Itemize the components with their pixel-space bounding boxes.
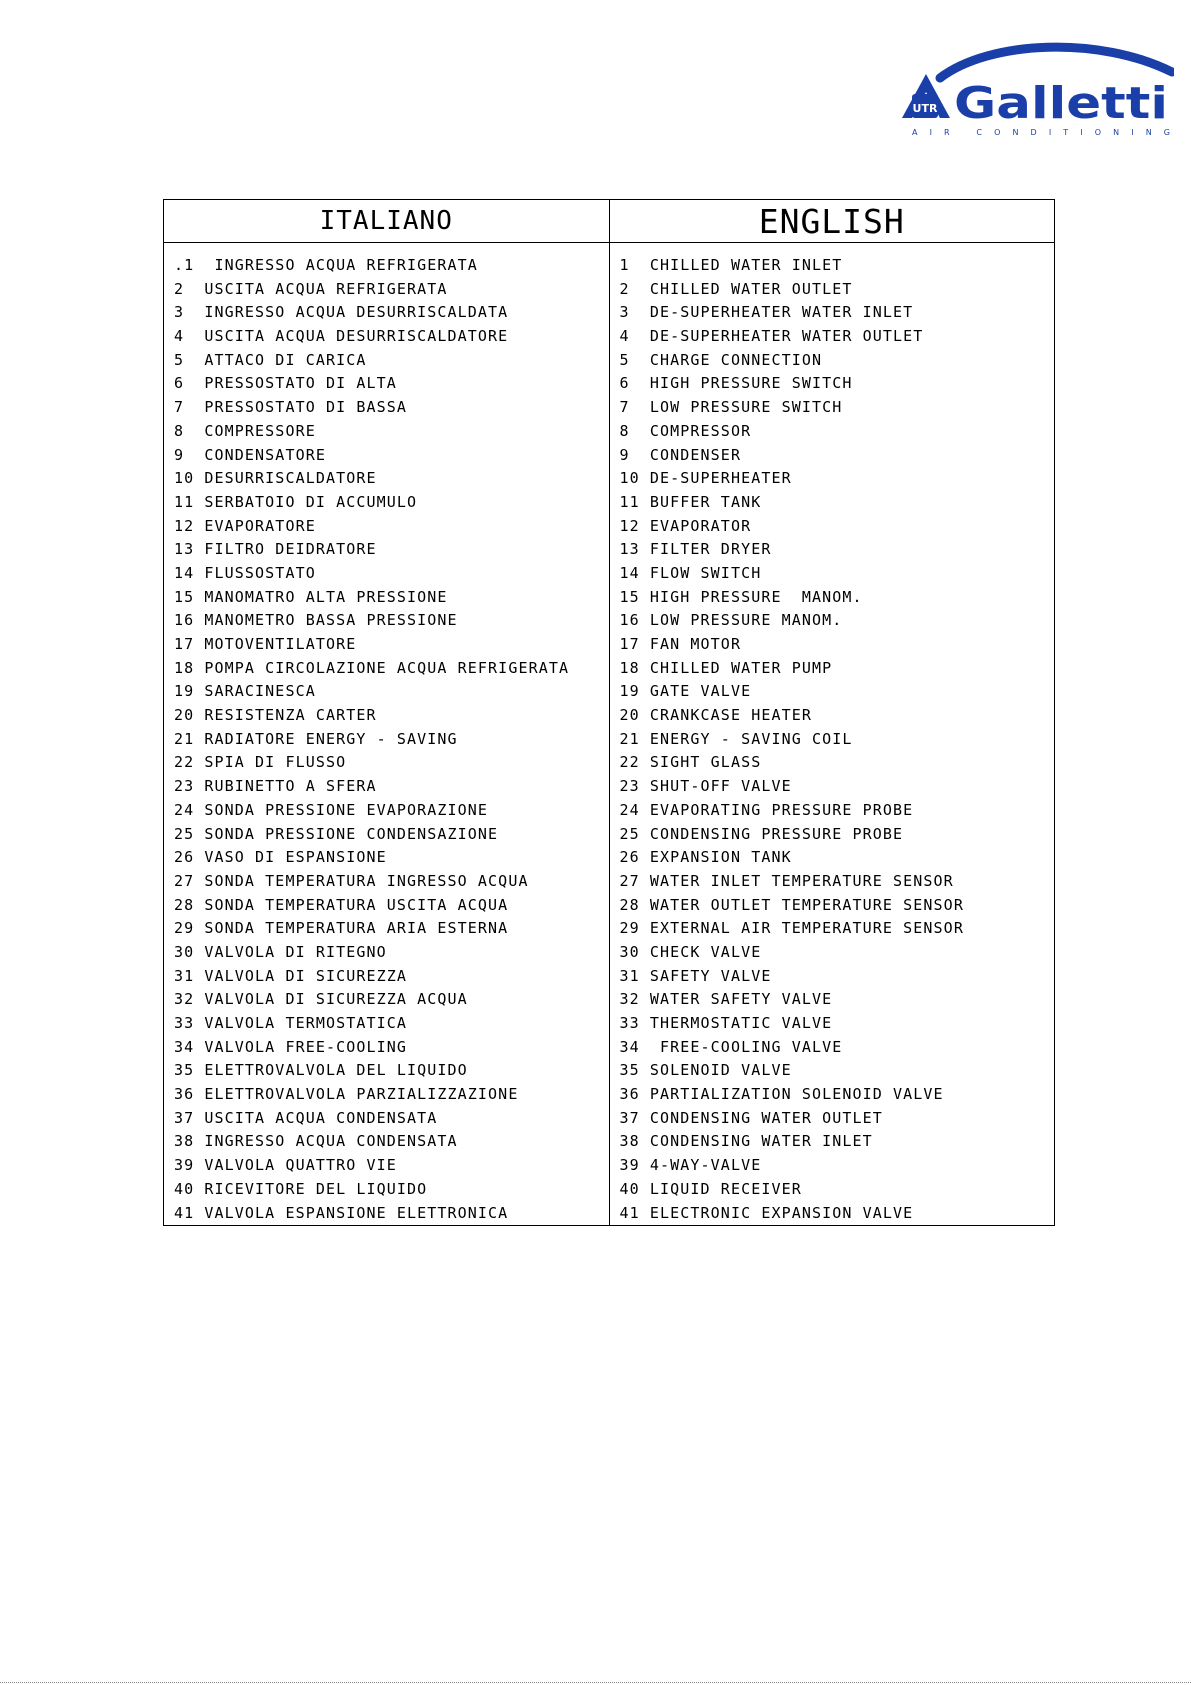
list-item: 27 WATER INLET TEMPERATURE SENSOR	[619, 871, 954, 890]
english-component-list	[609, 243, 1055, 1226]
list-item: 31 VALVOLA DI SICUREZZA	[174, 966, 408, 985]
list-item: 18 POMPA CIRCOLAZIONE ACQUA REFRIGERATA	[174, 658, 570, 677]
list-item: 33 VALVOLA TERMOSTATICA	[174, 1014, 408, 1032]
list-item: 24 SONDA PRESSIONE EVAPORAZIONE	[174, 800, 489, 819]
list-item: 11 SERBATOIO DI ACCUMULO	[174, 492, 418, 511]
list-item: 14 FLOW SWITCH	[619, 563, 762, 582]
list-item: 9 CONDENSATORE	[174, 445, 326, 464]
list-item: 12 EVAPORATORE	[174, 516, 316, 535]
galletti-logo	[900, 38, 1174, 138]
list-item: 31 SAFETY VALVE	[619, 966, 772, 985]
list-item: 36 PARTIALIZATION SOLENOID VALVE	[619, 1085, 944, 1104]
list-item: 21 ENERGY - SAVING COIL	[619, 729, 853, 748]
list-item: 1 CHILLED WATER INLET	[619, 256, 843, 274]
list-item: 28 SONDA TEMPERATURA USCITA ACQUA	[174, 895, 509, 914]
list-item: 32 VALVOLA DI SICUREZZA ACQUA	[174, 990, 468, 1009]
list-item: 15 MANOMATRO ALTA PRESSIONE	[174, 587, 448, 606]
list-item: 25 CONDENSING PRESSURE PROBE	[619, 824, 904, 843]
list-item: 39 VALVOLA QUATTRO VIE	[174, 1156, 397, 1175]
list-item: 36 ELETTROVALVOLA PARZIALIZZAZIONE	[174, 1085, 519, 1104]
list-item: 3 INGRESSO ACQUA DESURRISCALDATA	[174, 303, 509, 322]
list-item: 22 SPIA DI FLUSSO	[174, 753, 347, 772]
list-item: 8 COMPRESSORE	[174, 421, 316, 440]
list-item: 10 DE-SUPERHEATER	[619, 469, 792, 488]
list-item: 26 EXPANSION TANK	[619, 848, 792, 867]
list-item: 27 SONDA TEMPERATURA INGRESSO ACQUA	[174, 871, 529, 890]
list-item: 6 PRESSOSTATO DI ALTA	[174, 374, 397, 393]
list-item: 41 ELECTRONIC EXPANSION VALVE	[619, 1203, 914, 1222]
footer-divider	[0, 1682, 1191, 1683]
list-item: 5 CHARGE CONNECTION	[619, 350, 823, 369]
list-item: 25 SONDA PRESSIONE CONDENSAZIONE	[174, 824, 499, 843]
list-item: 14 FLUSSOSTATO	[174, 563, 316, 582]
list-item: 13 FILTRO DEIDRATORE	[174, 540, 377, 559]
list-item: 32 WATER SAFETY VALVE	[619, 990, 833, 1009]
italian-component-list	[164, 243, 610, 1226]
logo-emblem: UTR	[912, 102, 938, 115]
list-item: 19 GATE VALVE	[619, 682, 752, 701]
list-item: 11 BUFFER TANK	[619, 492, 762, 511]
list-item: 34 VALVOLA FREE-COOLING	[174, 1037, 408, 1056]
list-item: 23 SHUT-OFF VALVE	[619, 777, 792, 796]
list-item: 17 FAN MOTOR	[619, 635, 742, 653]
list-item: 19 SARACINESCA	[174, 682, 316, 701]
list-item: 15 HIGH PRESSURE MANOM.	[619, 587, 863, 606]
list-item: 5 ATTACO DI CARICA	[174, 350, 367, 369]
list-item: 18 CHILLED WATER PUMP	[619, 658, 833, 677]
header-english: ENGLISH	[609, 200, 1055, 243]
logo-tagline: AIR CONDITIONING	[912, 128, 1170, 137]
list-item: 37 USCITA ACQUA CONDENSATA	[174, 1108, 438, 1127]
list-item: 40 LIQUID RECEIVER	[619, 1179, 802, 1198]
list-item: 7 PRESSOSTATO DI BASSA	[174, 398, 408, 417]
table-header-row	[164, 200, 1055, 243]
list-item: 10 DESURRISCALDATORE	[174, 469, 377, 488]
list-item: 38 INGRESSO ACQUA CONDENSATA	[174, 1132, 458, 1151]
header-italiano: ITALIANO	[164, 200, 610, 243]
list-item: 17 MOTOVENTILATORE	[174, 635, 357, 653]
list-item: 29 SONDA TEMPERATURA ARIA ESTERNA	[174, 919, 509, 938]
list-item: 34 FREE-COOLING VALVE	[619, 1037, 843, 1056]
list-item: 30 CHECK VALVE	[619, 942, 762, 961]
list-item: .1 INGRESSO ACQUA REFRIGERATA	[174, 256, 478, 274]
list-item: 13 FILTER DRYER	[619, 540, 772, 559]
list-item: 6 HIGH PRESSURE SWITCH	[619, 374, 853, 393]
list-item: 22 SIGHT GLASS	[619, 753, 762, 772]
list-item: 35 ELETTROVALVOLA DEL LIQUIDO	[174, 1061, 468, 1080]
list-item: 28 WATER OUTLET TEMPERATURE SENSOR	[619, 895, 964, 914]
list-item: 23 RUBINETTO A SFERA	[174, 777, 377, 796]
list-item: 39 4-WAY-VALVE	[619, 1156, 762, 1175]
list-item: 30 VALVOLA DI RITEGNO	[174, 942, 387, 961]
list-item: 40 RICEVITORE DEL LIQUIDO	[174, 1179, 428, 1198]
list-item: 2 USCITA ACQUA REFRIGERATA	[174, 279, 448, 298]
list-item: 4 DE-SUPERHEATER WATER OUTLET	[619, 327, 924, 346]
list-item: 38 CONDENSING WATER INLET	[619, 1132, 873, 1151]
list-item: 20 CRANKCASE HEATER	[619, 706, 812, 725]
list-item: 7 LOW PRESSURE SWITCH	[619, 398, 843, 417]
list-item: 33 THERMOSTATIC VALVE	[619, 1014, 833, 1032]
list-item: 8 COMPRESSOR	[619, 421, 752, 440]
list-item: 12 EVAPORATOR	[619, 516, 752, 535]
list-item: 37 CONDENSING WATER OUTLET	[619, 1108, 883, 1127]
list-item: 41 VALVOLA ESPANSIONE ELETTRONICA	[174, 1203, 509, 1222]
list-item: 24 EVAPORATING PRESSURE PROBE	[619, 800, 914, 819]
list-item: 16 LOW PRESSURE MANOM.	[619, 611, 843, 630]
list-item: 4 USCITA ACQUA DESURRISCALDATORE	[174, 327, 509, 346]
logo-wordmark: Galletti	[954, 78, 1168, 129]
component-legend-table	[163, 199, 1055, 1226]
list-item: 2 CHILLED WATER OUTLET	[619, 279, 853, 298]
list-item: 20 RESISTENZA CARTER	[174, 706, 377, 725]
list-item: 21 RADIATORE ENERGY - SAVING	[174, 729, 458, 748]
list-item: 26 VASO DI ESPANSIONE	[174, 848, 387, 867]
list-item: 29 EXTERNAL AIR TEMPERATURE SENSOR	[619, 919, 964, 938]
list-item: 16 MANOMETRO BASSA PRESSIONE	[174, 611, 458, 630]
list-item: 3 DE-SUPERHEATER WATER INLET	[619, 303, 914, 322]
list-item: 35 SOLENOID VALVE	[619, 1061, 792, 1080]
list-item: 9 CONDENSER	[619, 445, 742, 464]
